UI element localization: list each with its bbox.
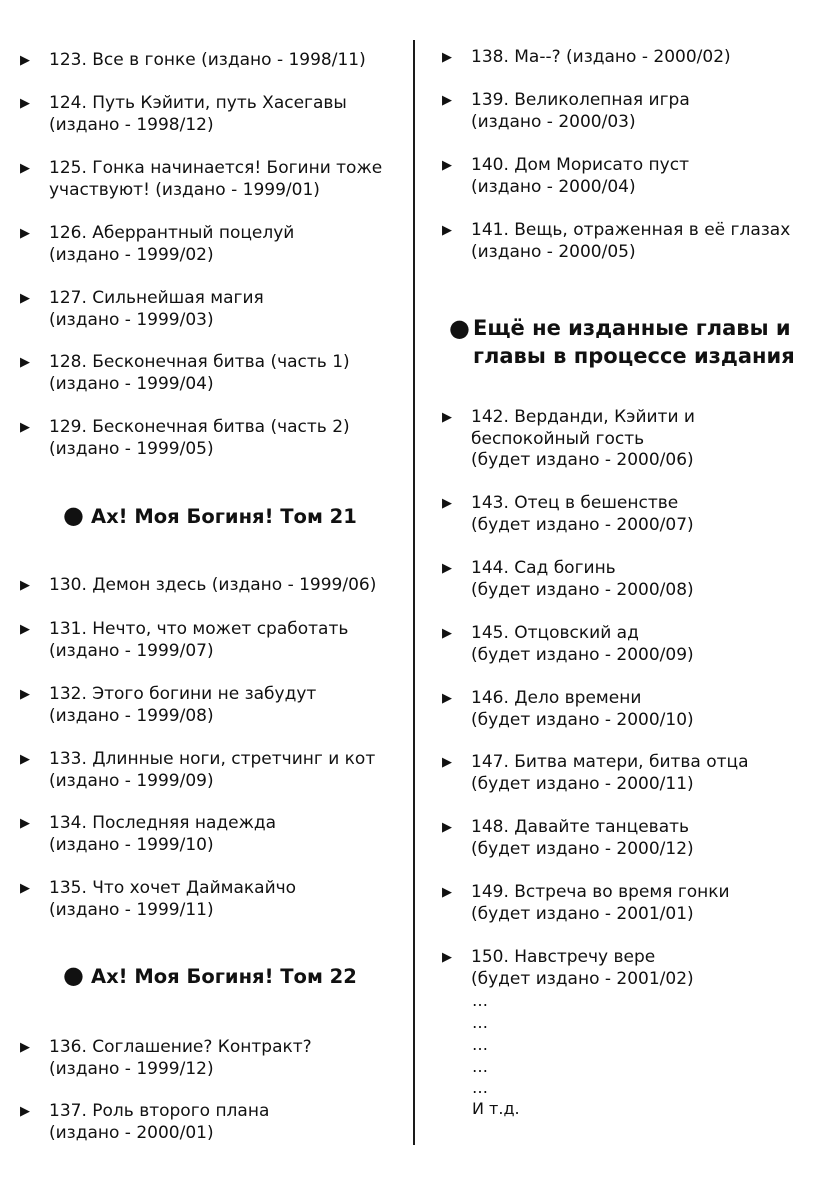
- chapter-line1: 133. Длинные ноги, стретчинг и кот: [49, 749, 376, 769]
- chapter-line1: 142. Верданди, Кэйити и: [471, 407, 695, 427]
- chapter-line2: (будет издано - 2000/08): [471, 579, 694, 600]
- chapter-entry-124: [20, 93, 405, 136]
- triangle-right-icon: ▶: [20, 161, 30, 176]
- triangle-right-icon: ▶: [442, 158, 452, 173]
- chapter-line1: 146. Дело времени: [471, 688, 642, 708]
- chapter-line2: участвуют! (издано - 1999/01): [49, 179, 320, 200]
- chapter-entry-142: [442, 407, 827, 472]
- chapter-line1: 124. Путь Кэйити, путь Хасегавы: [49, 93, 347, 113]
- chapter-line1: 123. Все в гонке (издано - 1998/11): [49, 50, 366, 70]
- chapter-line1: 138. Ма--? (издано - 2000/02): [471, 47, 731, 67]
- chapter-entry-136: [20, 1037, 405, 1080]
- chapter-line1: 134. Последняя надежда: [49, 813, 277, 833]
- chapter-line1: 126. Аберрантный поцелуй: [49, 223, 295, 243]
- chapter-line2: (издано - 1999/02): [49, 244, 214, 265]
- triangle-right-icon: ▶: [442, 223, 452, 238]
- chapter-line2: (будет издано - 2000/12): [471, 838, 694, 859]
- chapter-line1: 127. Сильнейшая магия: [49, 288, 264, 308]
- chapter-line3: (будет издано - 2000/06): [471, 450, 694, 470]
- chapter-line2: (издано - 1998/12): [49, 114, 214, 135]
- triangle-right-icon: ▶: [20, 420, 30, 435]
- bullet-dot-icon: ●: [63, 961, 84, 989]
- triangle-right-icon: ▶: [20, 53, 30, 68]
- chapter-entry-135: [20, 878, 405, 921]
- volume-22-title: Ах! Моя Богиня! Том 22: [91, 965, 357, 988]
- chapter-line2: (издано - 1999/03): [49, 309, 214, 330]
- chapter-line2: (издано - 2000/05): [471, 241, 636, 262]
- chapter-entry-132: [20, 684, 405, 727]
- chapter-line1: 131. Нечто, что может сработать: [49, 619, 349, 639]
- chapter-line1: 129. Бесконечная битва (часть 2): [49, 417, 350, 437]
- triangle-right-icon: ▶: [20, 881, 30, 896]
- chapter-line1: 137. Роль второго плана: [49, 1101, 270, 1121]
- triangle-right-icon: ▶: [442, 691, 452, 706]
- triangle-right-icon: ▶: [442, 755, 452, 770]
- chapter-line1: 149. Встреча во время гонки: [471, 882, 730, 902]
- column-divider: [413, 40, 415, 1145]
- triangle-right-icon: ▶: [442, 820, 452, 835]
- chapter-entry-129: [20, 417, 405, 460]
- ellipsis-line: …: [472, 1057, 488, 1076]
- chapter-entry-131: [20, 619, 405, 662]
- chapter-line1: 147. Битва матери, битва отца: [471, 752, 749, 772]
- bullet-dot-icon: ●: [63, 501, 84, 529]
- triangle-right-icon: ▶: [442, 93, 452, 108]
- bullet-dot-icon: ●: [449, 314, 470, 342]
- chapter-entry-149: [442, 882, 827, 925]
- chapter-line1: 144. Сад богинь: [471, 558, 616, 578]
- chapter-line2: (будет издано - 2001/01): [471, 903, 694, 924]
- chapter-entry-139: [442, 90, 827, 133]
- chapter-line1: 136. Соглашение? Контракт?: [49, 1037, 312, 1057]
- chapter-entry-137: [20, 1101, 405, 1144]
- chapter-entry-127: [20, 288, 405, 331]
- chapter-line1: 140. Дом Морисато пуст: [471, 155, 689, 175]
- triangle-right-icon: ▶: [20, 96, 30, 111]
- unpublished-heading: [449, 314, 795, 370]
- chapter-line2: беспокойный гость: [471, 428, 645, 449]
- chapter-entry-143: [442, 493, 827, 536]
- chapter-line2: (будет издано - 2000/09): [471, 644, 694, 665]
- chapter-line1: 141. Вещь, отраженная в её глазах: [471, 220, 791, 240]
- chapter-line2: (издано - 2000/01): [49, 1122, 214, 1143]
- chapter-line2: (издано - 1999/10): [49, 834, 214, 855]
- triangle-right-icon: ▶: [442, 496, 452, 511]
- chapter-entry-147: [442, 752, 827, 795]
- etc-text: И т.д.: [472, 1099, 520, 1118]
- chapter-line2: (издано - 1999/07): [49, 640, 214, 661]
- unpublished-heading-line1: Ещё не изданные главы и: [473, 316, 791, 340]
- chapter-entry-148: [442, 817, 827, 860]
- triangle-right-icon: ▶: [20, 1040, 30, 1055]
- chapter-line2: (издано - 1999/05): [49, 438, 214, 459]
- ellipsis-line: …: [472, 1035, 488, 1054]
- chapter-entry-144: [442, 558, 827, 601]
- chapter-line2: (издано - 1999/04): [49, 373, 214, 394]
- chapter-entry-125: [20, 158, 405, 201]
- chapter-line2: (издано - 1999/08): [49, 705, 214, 726]
- ellipsis-line: …: [472, 1078, 488, 1097]
- chapter-entry-126: [20, 223, 405, 266]
- triangle-right-icon: ▶: [20, 816, 30, 831]
- chapter-line1: 139. Великолепная игра: [471, 90, 690, 110]
- chapter-line1: 125. Гонка начинается! Богини тоже: [49, 158, 383, 178]
- volume-22-heading: [63, 961, 357, 990]
- chapter-line2: (издано - 2000/04): [471, 176, 636, 197]
- chapter-entry-134: [20, 813, 405, 856]
- unpublished-heading-line2: главы в процессе издания: [473, 344, 795, 368]
- triangle-right-icon: ▶: [20, 752, 30, 767]
- triangle-right-icon: ▶: [20, 578, 30, 593]
- triangle-right-icon: ▶: [442, 50, 452, 65]
- chapter-entry-145: [442, 623, 827, 666]
- triangle-right-icon: ▶: [20, 622, 30, 637]
- chapter-line2: (будет издано - 2000/10): [471, 709, 694, 730]
- chapter-line1: 143. Отец в бешенстве: [471, 493, 679, 513]
- chapter-line1: 132. Этого богини не забудут: [49, 684, 317, 704]
- triangle-right-icon: ▶: [20, 355, 30, 370]
- volume-21-heading: [63, 501, 357, 530]
- chapter-line2: (будет издано - 2001/02): [471, 968, 694, 989]
- triangle-right-icon: ▶: [442, 950, 452, 965]
- triangle-right-icon: ▶: [20, 1104, 30, 1119]
- chapter-entry-138: [442, 47, 827, 69]
- chapter-line2: (издано - 1999/11): [49, 899, 214, 920]
- triangle-right-icon: ▶: [20, 291, 30, 306]
- chapter-line1: 128. Бесконечная битва (часть 1): [49, 352, 350, 372]
- chapter-line1: 145. Отцовский ад: [471, 623, 639, 643]
- chapter-line1: 130. Демон здесь (издано - 1999/06): [49, 575, 377, 595]
- chapter-entry-128: [20, 352, 405, 395]
- chapter-line2: (издано - 2000/03): [471, 111, 636, 132]
- triangle-right-icon: ▶: [442, 626, 452, 641]
- chapter-entry-141: [442, 220, 827, 263]
- ellipsis-line: …: [472, 1013, 488, 1032]
- triangle-right-icon: ▶: [442, 885, 452, 900]
- triangle-right-icon: ▶: [20, 687, 30, 702]
- triangle-right-icon: ▶: [442, 561, 452, 576]
- chapter-entry-130: [20, 575, 405, 597]
- chapter-line1: 148. Давайте танцевать: [471, 817, 690, 837]
- volume-21-title: Ах! Моя Богиня! Том 21: [91, 505, 357, 528]
- triangle-right-icon: ▶: [20, 226, 30, 241]
- chapter-line2: (будет издано - 2000/11): [471, 773, 694, 794]
- chapter-line1: 135. Что хочет Даймакайчо: [49, 878, 297, 898]
- chapter-entry-123: [20, 50, 405, 72]
- chapter-entry-146: [442, 688, 827, 731]
- chapter-line2: (издано - 1999/12): [49, 1058, 214, 1079]
- chapter-line2: (будет издано - 2000/07): [471, 514, 694, 535]
- chapter-line2: (издано - 1999/09): [49, 770, 214, 791]
- chapter-line1: 150. Навстречу вере: [471, 947, 656, 967]
- triangle-right-icon: ▶: [442, 410, 452, 425]
- chapter-entry-133: [20, 749, 405, 792]
- chapter-entry-150: [442, 947, 827, 990]
- ellipsis-line: …: [472, 991, 488, 1010]
- chapter-entry-140: [442, 155, 827, 198]
